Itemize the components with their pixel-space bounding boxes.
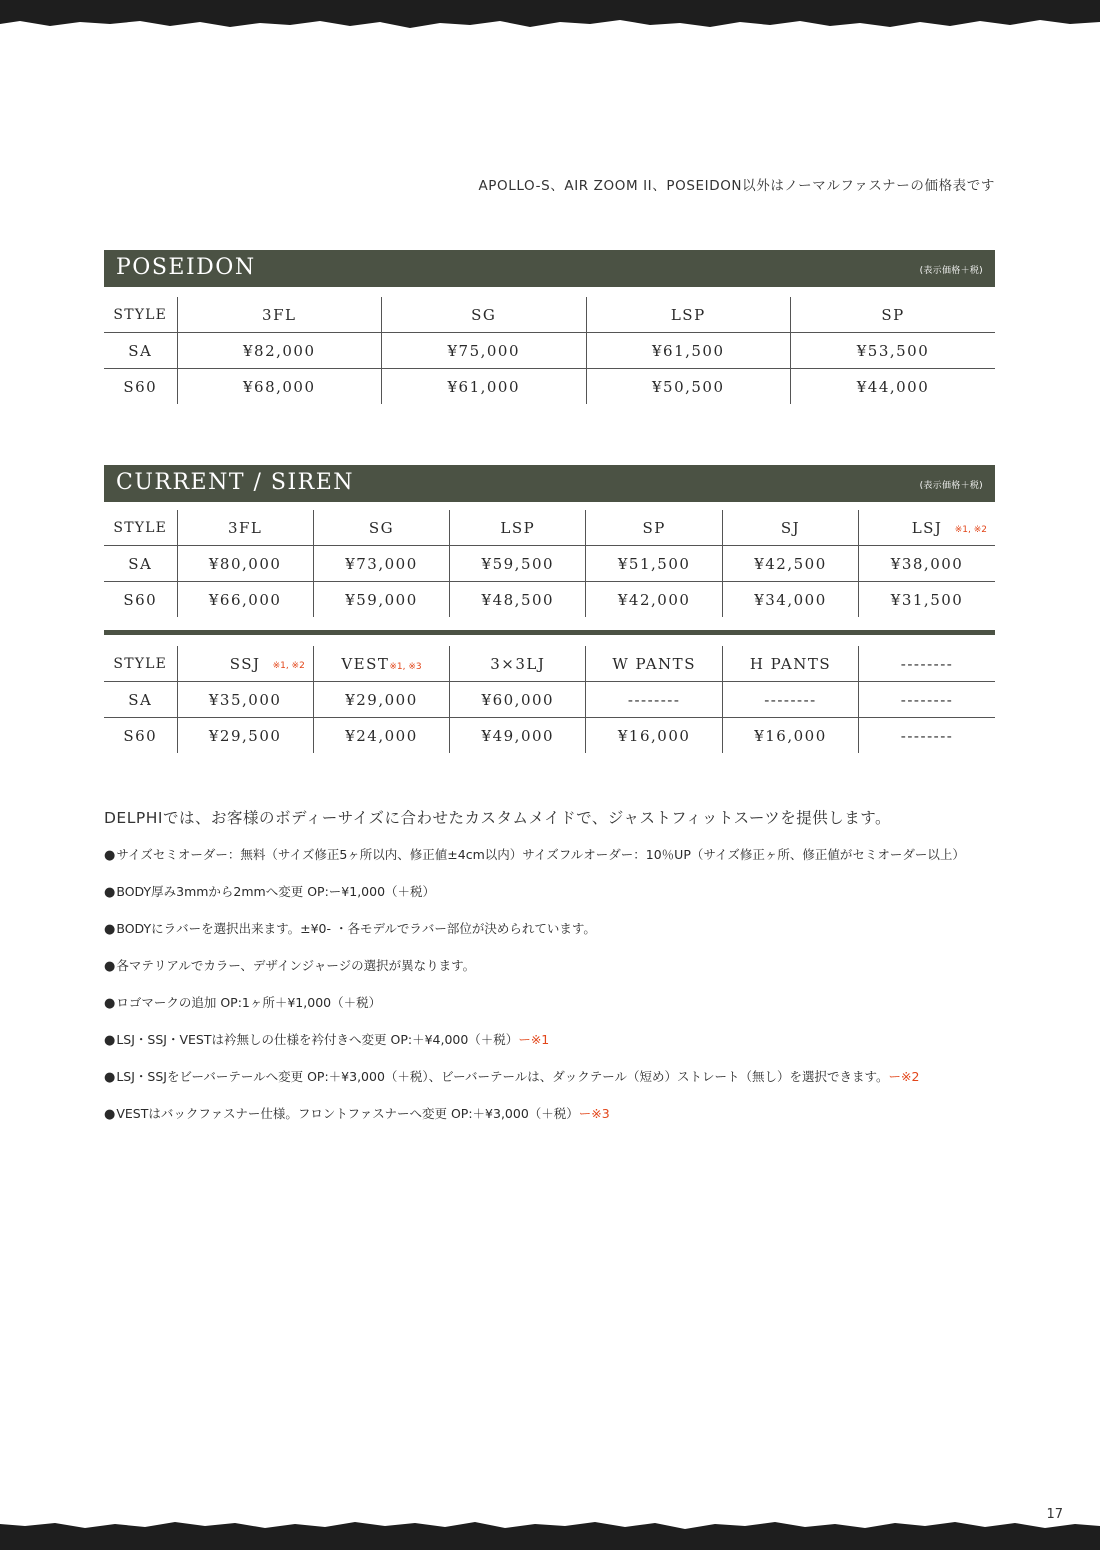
table-header-row [104, 510, 995, 546]
price-cell: ¥59,000 [313, 582, 449, 618]
price-cell: ¥68,000 [177, 369, 382, 405]
column-header: STYLE [104, 646, 177, 682]
table-row [104, 682, 995, 718]
price-list-note: APOLLO-S、AIR ZOOM II、POSEIDON以外はノーマルファスナーの価格表です [478, 178, 995, 194]
column-header: LSP [450, 510, 586, 546]
column-header: -------- [859, 646, 995, 682]
column-header-label: SSJ [229, 654, 261, 673]
price-cell: ¥24,000 [313, 718, 449, 754]
price-cell: ¥82,000 [177, 333, 382, 369]
price-cell: ¥31,500 [890, 590, 964, 609]
table-row [104, 582, 995, 618]
torn-paper-bottom-edge [0, 1510, 1100, 1550]
price-cell: ¥29,000 [313, 682, 449, 718]
list-item-text: LSJ・SSJ・VESTは衿無しの仕様を衿付きへ変更 OP:＋¥4,000（＋税） [116, 1032, 519, 1047]
column-header-label: VEST [341, 654, 390, 673]
table-row [104, 369, 995, 405]
price-cell: ¥35,000 [177, 682, 313, 718]
current-siren-price-table-1 [104, 510, 995, 617]
price-cell: ¥49,000 [450, 718, 586, 754]
row-label: S60 [104, 582, 177, 618]
list-item [104, 1104, 965, 1141]
footnote-mark: ※1, ※3 [389, 661, 422, 672]
column-header: 3FL [177, 297, 382, 333]
price-cell: ¥66,000 [177, 582, 313, 618]
table-row [104, 546, 995, 582]
section-title: POSEIDON [116, 255, 256, 280]
column-header: 3FL [177, 510, 313, 546]
list-item [104, 919, 965, 956]
price-cell: -------- [900, 726, 954, 745]
price-cell: ¥50,500 [586, 369, 791, 405]
column-header-ssj [177, 646, 313, 682]
column-header: SP [791, 297, 996, 333]
price-cell: ¥61,500 [586, 333, 791, 369]
table-header-row [104, 646, 995, 682]
column-header: H PANTS [722, 646, 858, 682]
price-cell: ¥34,000 [722, 582, 858, 618]
list-item [104, 993, 965, 1030]
price-cell: ¥42,500 [722, 546, 858, 582]
bullet-icon: ● [104, 885, 116, 900]
table-row [104, 333, 995, 369]
price-cell: ¥75,000 [382, 333, 587, 369]
footnote-mark: ※1, ※2 [272, 660, 305, 671]
row-label: S60 [104, 369, 177, 405]
section-title: CURRENT / SIREN [116, 470, 355, 495]
torn-paper-top-edge [0, 0, 1100, 40]
list-item-text: BODYにラバーを選択出来ます。±¥0- ・各モデルでラバー部位が決められています。 [116, 921, 596, 936]
price-cell: -------- [586, 682, 722, 718]
list-item-text: VESTはバックファスナー仕様。フロントファスナーへ変更 OP:＋¥3,000（＋税） [116, 1106, 579, 1121]
price-cell: ¥80,000 [177, 546, 313, 582]
bullet-icon: ● [104, 922, 116, 937]
price-cell: -------- [722, 682, 858, 718]
list-item-text: サイズセミオーダー：無料（サイズ修正5ヶ所以内、修正値±4cm以内）サイズフルオーダー：10％UP（サイズ修正ヶ所、修正値がセミオーダー以上） [116, 847, 965, 862]
header-wrap [859, 519, 995, 537]
list-item [104, 882, 965, 919]
poseidon-price-table [104, 297, 995, 404]
price-cell: ¥16,000 [722, 718, 858, 754]
header-wrap [178, 655, 313, 673]
price-cell: ¥60,000 [450, 682, 586, 718]
price-cell: ¥48,500 [450, 582, 586, 618]
bullet-icon: ● [104, 1107, 116, 1122]
column-header: SJ [722, 510, 858, 546]
current-siren-price-table-2 [104, 646, 995, 753]
tax-note: (表示価格＋税) [919, 481, 983, 491]
price-cell: ¥44,000 [856, 377, 930, 396]
column-header: STYLE [104, 297, 177, 333]
column-header: SG [313, 510, 449, 546]
price-cell: ¥38,000 [859, 546, 995, 582]
table-divider [104, 630, 995, 635]
page-number: 17 [1046, 1507, 1063, 1522]
column-header-vest [313, 646, 449, 682]
price-cell: ¥29,500 [177, 718, 313, 754]
column-header-lsj [859, 510, 995, 546]
options-list [104, 845, 965, 1141]
price-cell: ¥59,500 [450, 546, 586, 582]
list-item [104, 1030, 965, 1067]
list-item-text: 各マテリアルでカラー、デザインジャージの選択が異なります。 [116, 958, 476, 973]
list-item [104, 845, 965, 882]
column-header: 3×3LJ [450, 646, 586, 682]
list-item-text: ロゴマークの追加 OP:1ヶ所＋¥1,000（＋税） [116, 995, 382, 1010]
tax-note: (表示価格＋税) [919, 266, 983, 276]
section-header-poseidon [104, 250, 995, 287]
row-label: SA [104, 546, 177, 582]
bullet-icon: ● [104, 1070, 116, 1085]
bullet-icon: ● [104, 848, 116, 863]
column-header-label: LSJ [911, 518, 943, 537]
section-header-current-siren [104, 465, 995, 502]
list-item-text: LSJ・SSJをビーバーテールへ変更 OP:＋¥3,000（＋税）、ビーバーテールは、ダックテール（短め）ストレート（無し）を選択できます。 [116, 1069, 889, 1084]
price-cell: ¥73,000 [313, 546, 449, 582]
column-header: STYLE [104, 510, 177, 546]
price-cell: ¥61,000 [382, 369, 587, 405]
list-item [104, 956, 965, 993]
price-cell: ¥16,000 [586, 718, 722, 754]
row-label: S60 [104, 718, 177, 754]
price-cell: ¥51,500 [586, 546, 722, 582]
list-item-text: BODY厚み3mmから2mmへ変更 OP:ー¥1,000（＋税） [116, 884, 436, 899]
price-cell: ¥42,000 [586, 582, 722, 618]
footnote-ref: ー※2 [888, 1069, 920, 1084]
table-row [104, 718, 995, 754]
column-header: W PANTS [586, 646, 722, 682]
bullet-icon: ● [104, 1033, 116, 1048]
price-cell: -------- [859, 682, 995, 718]
column-header: SP [586, 510, 722, 546]
bullet-icon: ● [104, 959, 116, 974]
footnote-ref: ー※1 [518, 1032, 550, 1047]
list-item [104, 1067, 965, 1104]
lead-paragraph: DELPHIでは、お客様のボディーサイズに合わせたカスタムメイドで、ジャストフィットスーツを提供します。 [104, 809, 892, 827]
price-cell: ¥53,500 [791, 333, 996, 369]
column-header: LSP [586, 297, 791, 333]
table-header-row [104, 297, 995, 333]
footnote-ref: ー※3 [578, 1106, 610, 1121]
column-header: SG [382, 297, 587, 333]
footnote-mark: ※1, ※2 [954, 524, 987, 535]
row-label: SA [104, 682, 177, 718]
row-label: SA [104, 333, 177, 369]
bullet-icon: ● [104, 996, 116, 1011]
